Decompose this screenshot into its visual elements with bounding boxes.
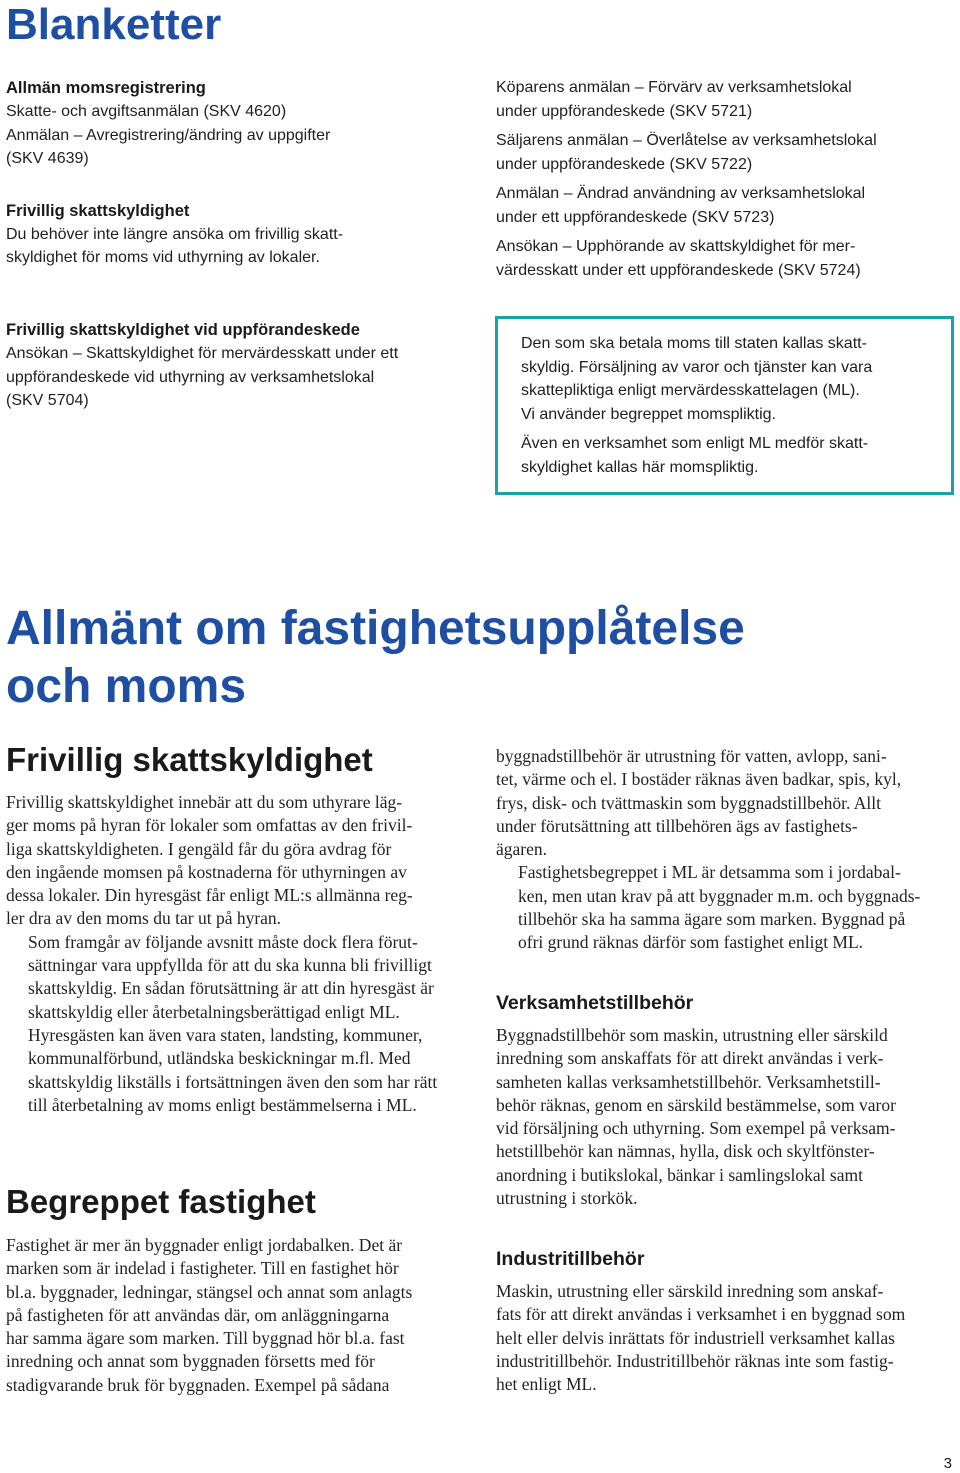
section-title-line: Allmänt om fastighetsupplåtelse [6,602,745,655]
text-line: inredning som anskaffats för att direkt användas i verk- [496,1048,884,1069]
heading-frivillig: Frivillig skattskyldighet [6,741,373,778]
text-line: helt eller delvis inrättats för industriell verksamhet kallas [496,1327,895,1348]
form-item: (SKV 5704) [6,392,89,409]
form-note: Du behöver inte längre ansöka om frivillig skatt- [6,225,344,243]
heading-verksamhetstillbehor: Verksamhetstillbehör [496,992,694,1014]
text-line: vid försäljning och uthyrning. Som exempel på verksam- [496,1118,896,1139]
form-item: värdesskatt under ett uppförandeskede (SKV 5724) [496,261,861,279]
text-line: stadigvarande bruk för byggnaden. Exempel på sådana [6,1374,390,1395]
text-line: hetstillbehör kan nämnas, hylla, disk och skyltfönster- [496,1141,875,1162]
text-line: dessa lokaler. Din hyresgäst får enligt ML:s allmänna reg- [6,885,413,906]
form-item: Ansökan – Upphörande av skattskyldighet för mer- [496,238,856,255]
text-line: fats för att direkt användas i verksamhet i en byggnad som [496,1304,906,1325]
text-line: frys, disk- och tvättmaskin som byggnadstillbehör. Allt [496,792,881,813]
text-line: ofri grund räknas därför som fastighet enligt ML. [518,932,864,953]
text-line: inredning och annat som byggnaden försetts med för [6,1351,375,1372]
text-line: på fastigheten för att användas där, om anläggningarna [6,1304,390,1325]
text-line: tet, värme och el. I bostäder räknas även badkar, spis, kyl, [496,769,902,790]
text-line: liga skattskyldigheten. I gengäld får du göra avdrag för [6,838,392,859]
text-line: har samma ägare som marken. Till byggnad hör bl.a. fast [6,1328,405,1349]
info-line: Den som ska betala moms till staten kallas skatt- [521,335,867,352]
text-line: industritillbehör. Industritillbehör räknas inte som fastig- [496,1350,894,1371]
text-line: ler dra av den moms du tar ut på hyran. [6,908,282,929]
paragraph [6,791,476,931]
form-group-title: Frivillig skattskyldighet vid uppförandeskede [6,321,360,339]
text-line: skattskyldig eller återbetalningsberättigad enligt ML. [28,1001,400,1022]
info-line: Även en verksamhet som enligt ML medför skatt- [521,435,869,452]
paragraph [6,931,476,1117]
page-title: Blanketter [6,0,222,49]
text-line: bl.a. byggnader, ledningar, stängsel och annat som anlagts [6,1281,413,1302]
text-line: ägaren. [496,839,548,860]
text-line: skattskyldig. En sådan förutsättning är att din hyresgäst är [28,978,434,999]
text-line: samheten kallas verksamhetstillbehör. Verksamhetstill- [496,1071,881,1092]
text-line: ken, men utan krav på att byggnader m.m. och byggnads- [518,885,921,906]
text-line: behör räknas, genom en särskild bestämmelse, som varor [496,1094,896,1115]
text-line: Maskin, utrustning eller särskild inredning som anskaf- [496,1281,884,1301]
body-verksamhetstillbehor [496,1024,956,1210]
text-line: marken som är indelad i fastigheter. Till en fastighet hör [6,1258,399,1279]
body-right-top [496,745,956,955]
text-line: byggnadstillbehör är utrustning för vatten, avlopp, sani- [496,746,887,766]
form-item: Anmälan – Avregistrering/ändring av uppgifter [6,126,331,144]
form-item: Säljarens anmälan – Överlåtelse av verksamhetslokal [496,132,877,149]
text-line: ger moms på hyran för lokaler som omfattas av den frivil- [6,815,413,836]
text-line: Som framgår av följande avsnitt måste dock flera förut- [28,931,418,952]
paragraph [496,861,956,954]
form-item: Ansökan – Skattskyldighet för mervärdesskatt under ett [6,345,399,362]
section-title-line: och moms [6,660,247,713]
body-industritillbehor [496,1280,956,1396]
form-group-title: Allmän momsregistrering [6,79,206,97]
text-line: under förutsättning att tillbehören ägs av fastighets- [496,815,858,836]
info-line: skyldig. Försäljning av varor och tjänster kan vara [521,358,873,376]
form-item: uppförandeskede vid uthyrning av verksamhetslokal [6,368,375,386]
text-line: Hyresgästen kan även vara staten, landsting, kommuner, [28,1024,423,1045]
section-title [6,600,745,716]
form-item: under ett uppförandeskede (SKV 5723) [496,208,775,226]
text-line: kommunalförbund, utländska beskickningar m.fl. Med [28,1048,411,1069]
info-line: skattepliktiga enligt mervärdesskattelagen (ML). [521,382,860,399]
form-group-title: Frivillig skattskyldighet [6,201,190,220]
form-item: Skatte- och avgiftsanmälan (SKV 4620) [6,103,287,120]
text-line: till återbetalning av moms enligt bestämmelserna i ML. [28,1094,417,1115]
body-frivillig [6,791,476,1117]
text-line: skattskyldig likställs i fortsättningen även den som har rätt [28,1071,438,1092]
form-item: under uppförandeskede (SKV 5722) [496,155,753,173]
text-line: Fastighetsbegreppet i ML är detsamma som i jordabal- [518,862,901,883]
info-line: skyldighet kallas här momspliktig. [521,458,759,476]
forms-list-left [6,76,476,270]
text-line: sättningar vara uppfyllda för att du ska kunna bli frivilligt [28,955,432,976]
heading-begreppet: Begreppet fastighet [6,1183,316,1220]
form-item: Anmälan – Ändrad användning av verksamhetslokal [496,185,866,202]
text-line: Fastighet är mer än byggnader enligt jordabalken. Det är [6,1235,403,1255]
forms-list-left-2 [6,318,486,413]
info-box [495,316,954,495]
heading-industritillbehor: Industritillbehör [496,1248,645,1270]
form-item: (SKV 4639) [6,150,89,167]
paragraph [496,745,956,861]
text-line: het enligt ML. [496,1374,597,1395]
text-line: utrustning i storkök. [496,1188,638,1209]
body-begreppet [6,1234,476,1397]
paragraph [496,1024,956,1210]
info-line: Vi använder begreppet momspliktig. [521,405,776,423]
form-note: skyldighet för moms vid uthyrning av lokaler. [6,249,320,266]
text-line: den ingående momsen på kostnaderna för uthyrningen av [6,861,407,882]
text-line: Frivillig skattskyldighet innebär att du som uthyrare läg- [6,792,403,812]
form-item: under uppförandeskede (SKV 5721) [496,102,753,120]
paragraph [6,1234,476,1397]
forms-list-right [496,76,956,282]
page-number: 3 [943,1455,952,1472]
paragraph [496,1280,956,1396]
text-line: tillbehör ska ha samma ägare som marken. Byggnad på [518,909,906,930]
text-line: Byggnadstillbehör som maskin, utrustning eller särskild [496,1025,888,1045]
text-line: anordning i butikslokal, bänkar i samlingslokal samt [496,1164,863,1185]
form-item: Köparens anmälan – Förvärv av verksamhetslokal [496,79,852,96]
